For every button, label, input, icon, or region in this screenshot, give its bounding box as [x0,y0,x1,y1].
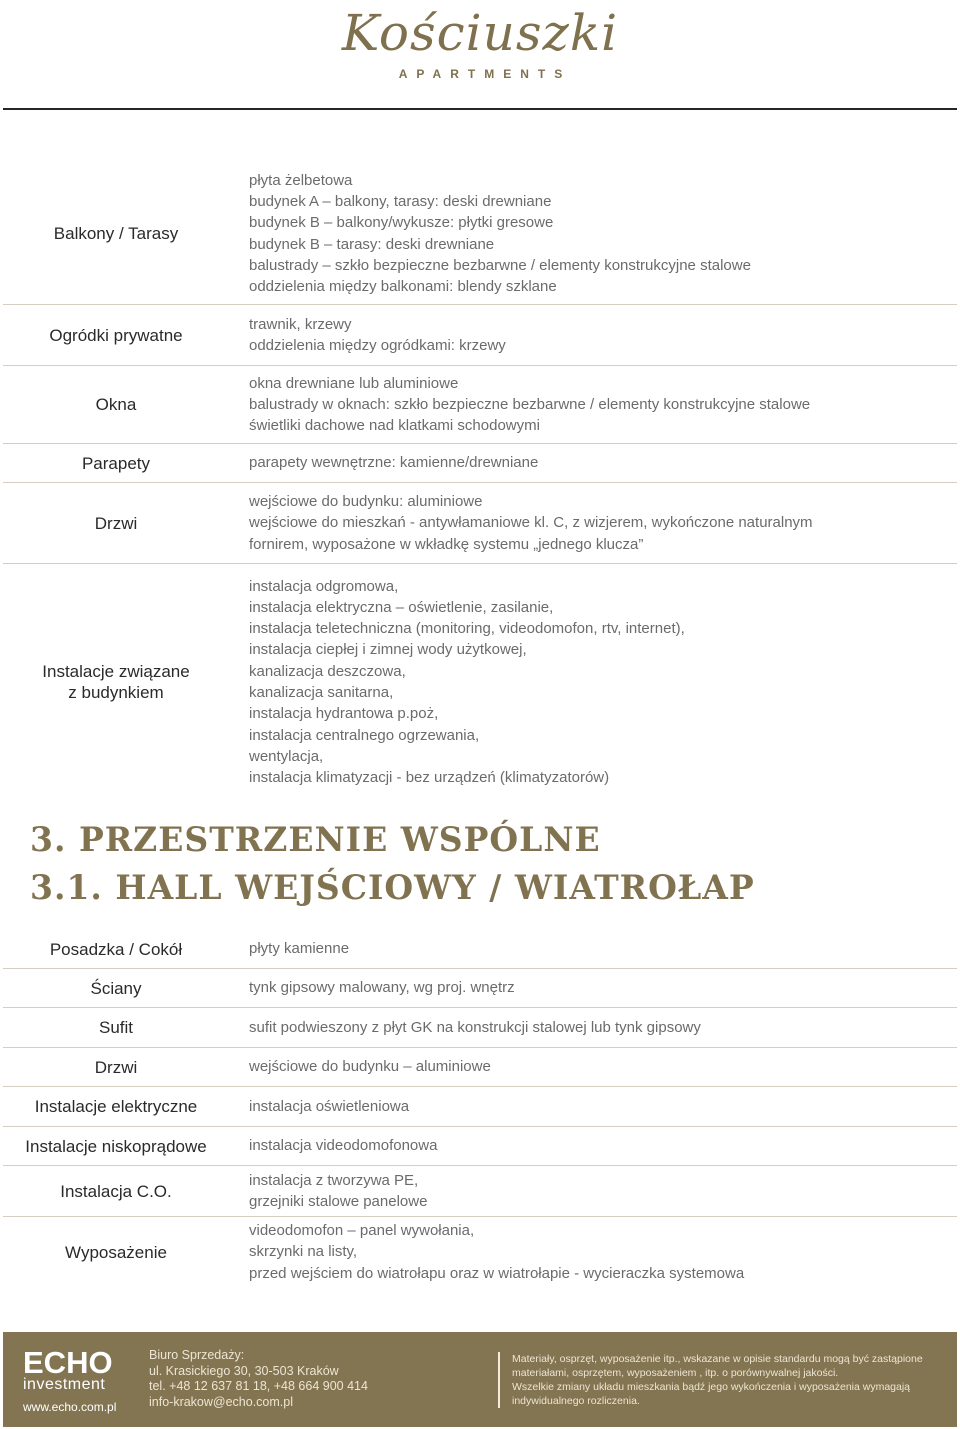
spec-value [249,1008,957,1047]
spec-label-line: z budynkiem [68,683,164,702]
spec-row-posadzka-cokol [3,930,957,969]
spec-label: Okna [95,395,137,414]
echo-logo-word: ECHO [23,1345,113,1380]
sales-office-phone: tel. +48 12 637 81 18, +48 664 900 414 [149,1379,368,1393]
spec-label: Parapety [81,453,151,473]
spec-label: Instalacja C.O. [60,1181,172,1201]
brand-name: Kościuszki [341,4,619,62]
spec-value-line: budynek B – tarasy: deski drewniane [249,235,495,253]
spec-value-line: instalacja videodomofonowa [249,1137,438,1155]
spec-value [249,564,957,800]
spec-value-line: grzejniki stalowe panelowe [249,1193,428,1210]
spec-value-line: fornirem, wyposażone w wkładkę systemu „jednego klucza” [249,535,644,553]
spec-value-line: instalacja klimatyzacji - bez urządzeń (klimatyzatorów) [249,769,610,787]
spec-value-line: oddzielenia między balkonami: blendy szklane [249,278,557,296]
spec-value-line: kanalizacja deszczowa, [249,662,406,680]
spec-label: Wyposażenie [65,1242,167,1262]
spec-label-lines [42,661,189,703]
spec-label: Ściany [90,978,142,998]
spec-row-drzwi [3,1048,957,1087]
spec-value-line: balustrady w oknach: szkło bezpieczne bezbarwne / elementy konstrukcyjne stalowe [249,395,811,413]
disclaimer-line: indywidualnego rozliczenia. [512,1395,640,1407]
spec-value-line: wejściowe do budynku – aluminiowe [249,1058,491,1076]
spec-value-line: okna drewniane lub aluminiowe [249,374,459,392]
footer [3,1332,957,1427]
spec-row-balkony-tarasy [3,163,957,305]
spec-row-drzwi [3,483,957,564]
spec-value-line: instalacja teletechniczna (monitoring, videodomofon, rtv, internet), [249,620,685,638]
spec-value-line: instalacja odgromowa, [249,577,399,595]
spec-value-line: płyta żelbetowa [249,171,353,189]
echo-logo-subtitle: investment [23,1376,106,1393]
sales-office-info [149,1348,368,1410]
spec-value [249,1166,957,1216]
spec-value [249,444,957,482]
subsection-heading: 3.1. HALL WEJŚCIOWY / WIATROŁAP [30,867,755,908]
spec-label: Drzwi [94,513,138,533]
spec-value-line: kanalizacja sanitarna, [249,684,394,701]
sales-office-email[interactable]: info-krakow@echo.com.pl [149,1394,293,1409]
brand-logo [0,0,960,100]
spec-row-ogrodki-prywatne [3,305,957,366]
spec-value [249,305,957,365]
spec-value-line: tynk gipsowy malowany, wg proj. wnętrz [249,979,515,997]
spec-value-line: świetliki dachowe nad klatkami schodowymi [249,417,540,435]
spec-value-line: sufit podwieszony z płyt GK na konstrukcji stalowej lub tynk gipsowy [249,1018,701,1036]
spec-value [249,366,957,443]
spec-value-line: przed wejściem do wiatrołapu oraz w wiatrołapie - wycieraczka systemowa [249,1264,745,1282]
spec-row-instalacje-zwiazane [3,564,957,800]
spec-value-line: skrzynki na listy, [249,1243,358,1261]
spec-value-line: videodomofon – panel wywołania, [249,1222,475,1240]
echo-investment-logo [23,1345,133,1414]
spec-row-okna [3,366,957,444]
spec-value-line: instalacja oświetleniowa [249,1097,410,1115]
spec-value [249,483,957,563]
spec-value [249,1127,957,1165]
spec-value-line: budynek B – balkony/wykusze: płytki gresowe [249,214,554,232]
disclaimer-line: materiałami, osprzętem, wyposażeniem , itp. o porównywalnej jakości. [512,1367,839,1379]
spec-value [249,163,957,304]
spec-value [249,969,957,1007]
spec-label: Drzwi [94,1057,138,1077]
section-heading: 3. PRZESTRZENIE WSPÓLNE [30,819,601,860]
spec-value [249,1217,957,1287]
spec-label: Ogródki prywatne [49,325,183,345]
brand-subtitle: APARTMENTS [398,67,572,81]
spec-label [3,564,229,800]
spec-value-line: wejściowe do budynku: aluminiowe [249,493,483,511]
spec-row-instalacje-elektryczne [3,1087,957,1127]
spec-value-line: oddzielenia między ogródkami: krzewy [249,337,506,354]
spec-value-line: balustrady – szkło bezpieczne bezbarwne / elementy konstrukcyjne stalowe [249,256,751,274]
disclaimer-line: Materiały, osprzęt, wyposażenie itp., wskazane w opisie standardu mogą być zastąpione [512,1353,923,1365]
spec-row-sufit [3,1008,957,1048]
spec-table-hall [3,930,957,1287]
sales-office-address: ul. Krasickiego 30, 30-503 Kraków [149,1363,339,1378]
disclaimer-line: Wszelkie zmiany układu mieszkania bądź jego wykończenia i wyposażenia wymagają [512,1381,911,1393]
footer-divider [498,1352,500,1408]
spec-row-sciany [3,969,957,1008]
spec-row-instalacja-c-o [3,1166,957,1217]
spec-row-wyposazenie [3,1217,957,1287]
spec-value-line: instalacja centralnego ogrzewania, [249,726,480,744]
spec-value-line: instalacja ciepłej i zimnej wody użytkowej, [249,641,527,659]
spec-value-line: instalacja hydrantowa p.poż, [249,705,439,723]
spec-row-parapety [3,444,957,483]
spec-label: Balkony / Tarasy [53,224,179,243]
spec-value-line: wejściowe do mieszkań - antywłamaniowe kl. C, z wizjerem, wykończone naturalnym [249,514,813,532]
header-divider [3,108,957,110]
spec-value-line: wentylacja, [249,747,324,765]
spec-label: Instalacje niskoprądowe [25,1136,207,1156]
spec-value-line: budynek A – balkony, tarasy: deski drewniane [249,192,552,210]
spec-row-instalacje-niskopradowe [3,1127,957,1166]
spec-label: Instalacje elektryczne [34,1097,198,1116]
spec-table-building [3,163,957,800]
echo-website-link[interactable]: www.echo.com.pl [23,1400,117,1414]
spec-value-line: parapety wewnętrzne: kamienne/drewniane [249,454,539,472]
spec-value-line: instalacja z tworzywa PE, [249,1171,419,1189]
spec-value-line: instalacja elektryczna – oświetlenie, zasilanie, [249,598,554,616]
spec-label-line: Instalacje związane [42,662,190,681]
spec-value [249,1087,957,1126]
spec-value-line: trawnik, krzewy [249,315,352,333]
spec-label: Posadzka / Cokół [49,939,183,959]
spec-value [249,930,957,968]
spec-label: Sufit [98,1018,134,1037]
spec-value [249,1048,957,1086]
sales-office-title: Biuro Sprzedaży: [149,1348,245,1362]
disclaimer [512,1352,923,1408]
spec-value-line: płyty kamienne [249,940,350,958]
